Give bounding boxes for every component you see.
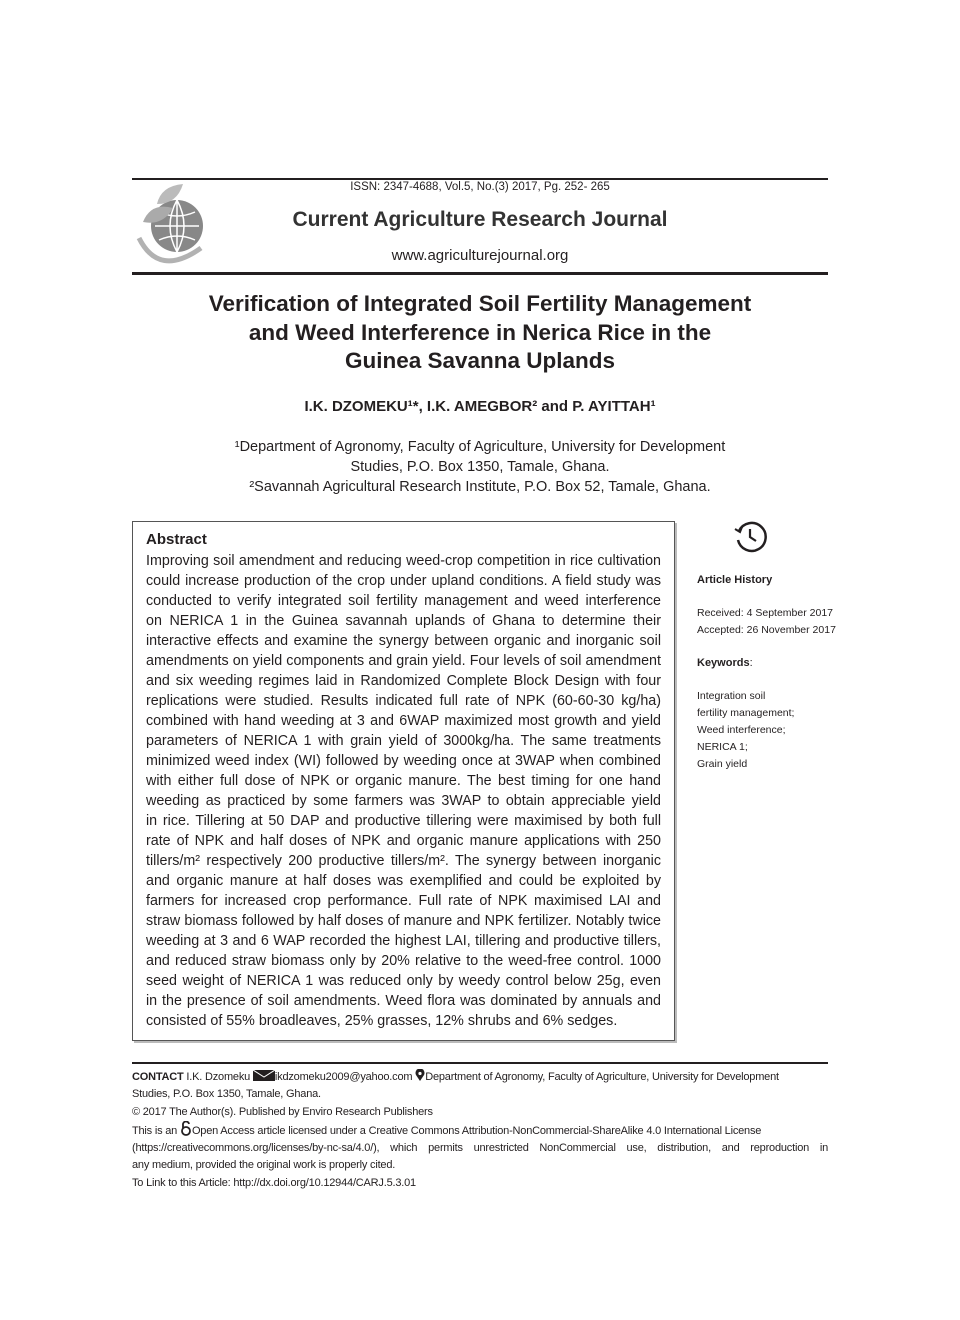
contact-address: Department of Agronomy, Faculty of Agriculture, University for Development xyxy=(425,1071,779,1083)
keyword: Grain yield xyxy=(697,758,748,770)
journal-website[interactable]: www.agriculturejournal.org xyxy=(391,247,569,264)
abstract-line: interactive effects and examine the synergy between organic and inorganic soil xyxy=(146,633,661,649)
abstract-line: in rice. Tillering at 50 DAP and productive tillering were maximised by both full xyxy=(146,813,661,829)
article-history-label: Article History xyxy=(697,574,773,586)
abstract-line: in the presence of soil amendments. Weed flora was dominated by annuals and xyxy=(146,993,661,1009)
open-access-lock-icon xyxy=(180,1121,192,1136)
abstract-line: rate of NPK and half doses of NPK and organic manure applications with 250 xyxy=(146,833,661,849)
keywords-list xyxy=(697,688,794,773)
affiliations xyxy=(0,437,960,497)
license-text-end: any medium, provided the original work is properly cited. xyxy=(132,1159,396,1172)
keyword: fertility management; xyxy=(697,707,795,719)
abstract-line: with either full dose of NPK or organic manure. The best timing for one hand xyxy=(146,773,661,789)
header-bottom-rule xyxy=(132,272,828,275)
journal-name: Current Agriculture Research Journal xyxy=(292,208,668,231)
footer-rule xyxy=(132,1062,828,1064)
location-pin-icon xyxy=(415,1069,425,1081)
abstract-line: and organic manure at half doses was exemplified and could be exploited by xyxy=(146,873,661,889)
abstract-line: combined with hand weeding at 3 and 6WAP maximized most growth and yield xyxy=(146,713,661,729)
affiliation-line: ¹Department of Agronomy, Faculty of Agriculture, University for Development xyxy=(234,439,726,455)
title-line: Verification of Integrated Soil Fertility Management xyxy=(208,291,752,316)
affiliation-line: Studies, P.O. Box 1350, Tamale, Ghana. xyxy=(350,459,610,475)
contact-address-cont: Studies, P.O. Box 1350, Tamale, Ghana. xyxy=(132,1088,321,1101)
abstract-line: weeding at 3 and 6 WAP recorded the highest LAI, tillering and productive tillers, xyxy=(146,933,661,949)
abstract-line: minimized weed index (WI) followed by weeding once at 3WAP when combined xyxy=(146,753,661,769)
keyword: Integration soil xyxy=(697,690,766,702)
authors: I.K. DZOMEKU¹*, I.K. AMEGBOR² and P. AYITTAH¹ xyxy=(304,398,656,415)
abstract-line: amendments on yield components and grain yield. Four levels of soil amendment xyxy=(146,653,661,669)
abstract-line: parameters of NERICA 1 with grain yield of 3000kg/ha. The same treatments xyxy=(146,733,661,749)
abstract-line: seed weight of NERICA 1 was reduced only by weedy control below 25g, even xyxy=(146,973,661,989)
contact-info xyxy=(132,1069,828,1192)
title-line: and Weed Interference in Nerica Rice in the xyxy=(248,319,712,345)
abstract-line: conducted to verify integrated soil fertility management and weed interference xyxy=(146,593,661,609)
license-text: Open Access article licensed under a Creative Commons Attribution-NonCommercial-ShareAlike 4.0 International License xyxy=(191,1124,762,1137)
contact-email[interactable]: ikdzomeku2009@yahoo.com xyxy=(274,1071,413,1083)
keywords-colon: : xyxy=(749,657,753,669)
abstract-line: replications were studied. Results indicated full rate of NPK (60-60-30 kg/ha) xyxy=(146,693,661,709)
abstract-line: and six weeding regimes laid in Randomized Complete Block Design with four xyxy=(146,673,661,689)
license-url[interactable]: (https://creativecommons.org/licenses/by-nc-sa/4.0/), which permits unrestricted NonCommercial use, distribution, and reproduction in xyxy=(132,1142,828,1155)
title-line: Guinea Savanna Uplands xyxy=(344,348,616,373)
abstract-line: tillers/m² respectively 200 productive tillers/m². The synergy between inorganic xyxy=(146,853,661,869)
license-line xyxy=(132,1121,828,1140)
abstract-line: and reduced straw biomass only by 20% relative to the weed-free control. 1000 xyxy=(146,953,661,969)
abstract-line: on NERICA 1 in the Guinea savannah uplands of Ghana to determine their xyxy=(146,613,661,629)
contact-line xyxy=(132,1069,828,1086)
article-title xyxy=(0,290,960,376)
abstract-line: Improving soil amendment and reducing weed-crop competition in rice cultivation xyxy=(146,553,661,569)
abstract-line: straw biomass followed by half doses of manure and NPK fertilizer. Notably twice xyxy=(146,913,661,929)
header-top-rule xyxy=(132,178,828,180)
license-prefix: This is an xyxy=(132,1124,178,1137)
copyright: © 2017 The Author(s). Published by Enviro Research Publishers xyxy=(132,1105,433,1118)
keyword: Weed interference; xyxy=(697,724,786,736)
keywords-heading xyxy=(697,655,753,672)
article-history-clock-icon xyxy=(733,520,767,554)
issn-line: ISSN: 2347-4688, Vol.5, No.(3) 2017, Pg. 252- 265 xyxy=(350,181,610,193)
abstract-line: weeding as practiced by some farmers was 3WAP to obtain appreciable yield xyxy=(146,793,661,809)
keywords-label: Keywords xyxy=(697,657,750,669)
article-doi-link[interactable]: To Link to this Article: http://dx.doi.org/10.12944/CARJ.5.3.01 xyxy=(132,1176,416,1189)
received-date: Received: 4 September 2017 xyxy=(697,607,834,619)
accepted-date: Accepted: 26 November 2017 xyxy=(697,624,836,636)
affiliation-line: ²Savannah Agricultural Research Institute, P.O. Box 52, Tamale, Ghana. xyxy=(249,479,711,495)
abstract-line: consisted of 55% broadleaves, 25% grasses, 12% shrubs and 6% sedges. xyxy=(146,1013,618,1029)
abstract-line: farmers for increased crop performance. Full rate of NPK maximised LAI and xyxy=(146,893,661,909)
contact-label: CONTACT xyxy=(132,1071,184,1083)
keyword: NERICA 1; xyxy=(697,741,748,753)
contact-name: I.K. Dzomeku xyxy=(186,1071,251,1083)
email-icon xyxy=(253,1070,275,1081)
abstract-heading: Abstract xyxy=(146,531,207,548)
abstract-line: could increase production of the crop under upland conditions. A field study was xyxy=(146,573,661,589)
